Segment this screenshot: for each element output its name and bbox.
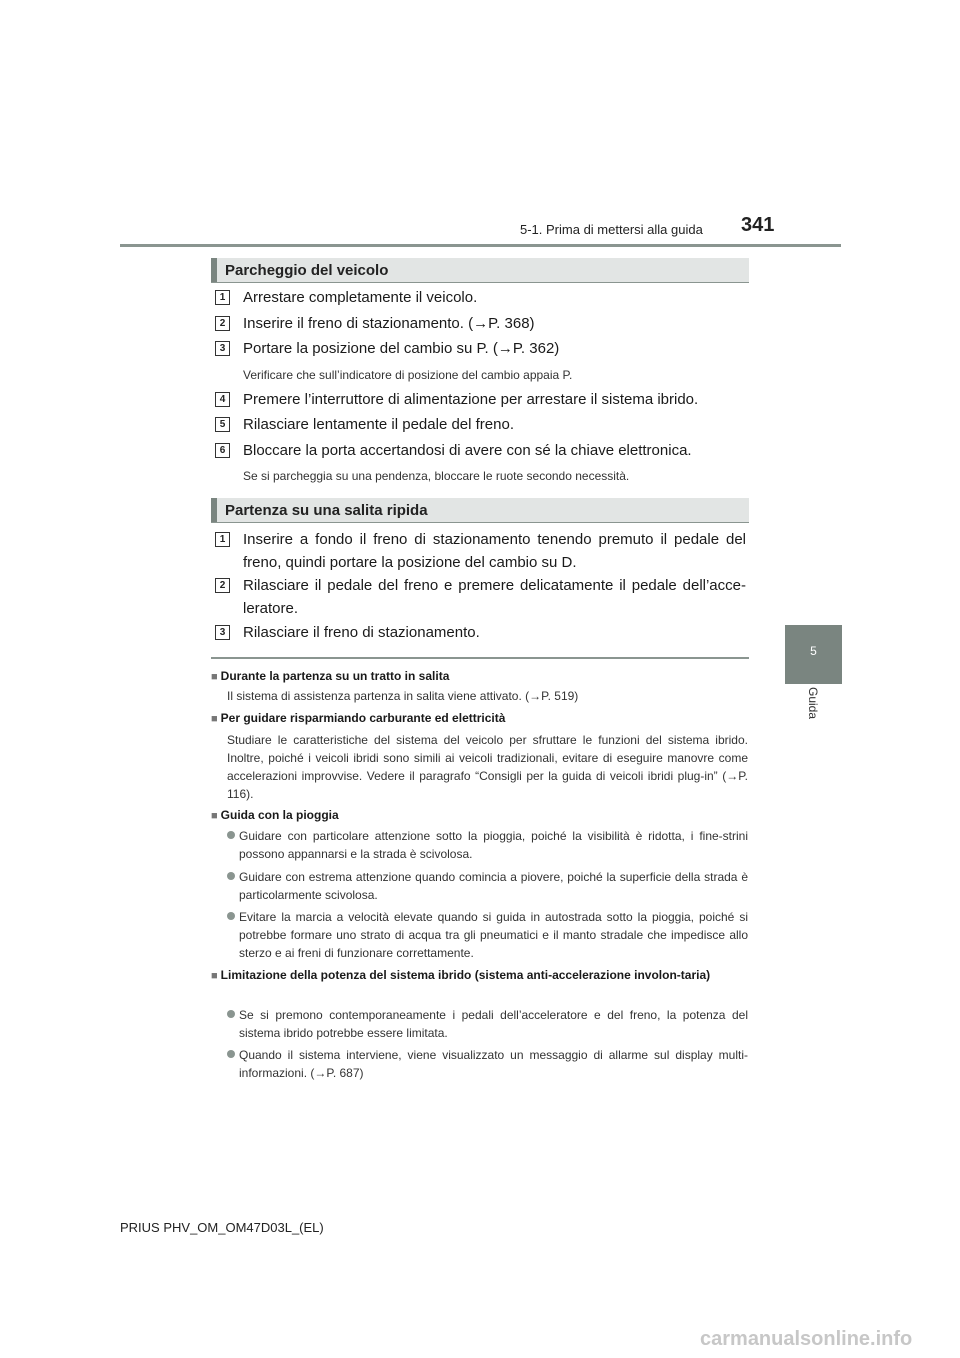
step-text: Inserire a fondo il freno di stazionamento tenendo premuto il pedale del freno, quindi portare la posizione del cambio su D. [243, 531, 746, 571]
step-text: Inserire il freno di stazionamento. (→P. 368) [243, 315, 535, 332]
note-heading: ■ Durante la partenza su un tratto in salita [211, 668, 749, 686]
step-text: Premere l’interruttore di alimentazione per arrestare il sistema ibrido. [243, 391, 699, 408]
bullet-icon [227, 1050, 235, 1058]
step-number: 6 [215, 443, 230, 458]
step-text: Rilasciare il freno di stazionamento. [243, 624, 480, 641]
step-text: Rilasciare il pedale del freno e premere delicatamente il pedale dell’acce-leratore. [243, 577, 746, 617]
running-header-section: 5-1. Prima di mettersi alla guida [520, 222, 703, 237]
bullet-item: Evitare la marcia a velocità elevate quando si guida in autostrada sotto la pioggia, poiché si potrebbe formare uno strato di acqua tra gli pneumatici e il manto stradale che impedisce allo sterzo e ai freni di funzionare correttamente. [227, 908, 748, 962]
note-heading: ■ Per guidare risparmiando carburante ed elettricità [211, 710, 749, 728]
step-number: 5 [215, 417, 230, 432]
bullet-icon [227, 831, 235, 839]
chapter-tab-label: Guida [806, 686, 821, 720]
header-rule [120, 244, 841, 247]
section-title-parking: Parcheggio del veicolo [211, 258, 749, 283]
step-text: Portare la posizione del cambio su P. (→P. 362) [243, 340, 560, 357]
notes-rule [211, 657, 749, 659]
note-heading: ■ Limitazione della potenza del sistema ibrido (sistema anti-accelerazione involon-taria) [211, 967, 749, 985]
site-watermark: carmanualsonline.info [700, 1328, 913, 1350]
step-note: Verificare che sull’indicatore di posizione del cambio appaia P. [243, 368, 573, 382]
step-number: 3 [215, 341, 230, 356]
step-number: 1 [215, 290, 230, 305]
step-number: 1 [215, 532, 230, 547]
note-body: Il sistema di assistenza partenza in salita viene attivato. (→P. 519) [227, 689, 579, 703]
chapter-tab-number: 5 [810, 644, 817, 658]
step-text: Arrestare completamente il veicolo. [243, 289, 478, 306]
note-body: Studiare le caratteristiche del sistema del veicolo per sfruttare le funzioni del sistema ibrido. Inoltre, poiché i veicoli ibridi sono simili ai veicoli tradizionali, evitare di eseguire manovre come accelerazioni improvvise. Vedere il paragrafo “Consigli per la guida di veicoli ibridi plug-in” (→P. 116). [227, 733, 748, 801]
bullet-icon [227, 872, 235, 880]
step-number: 3 [215, 625, 230, 640]
page-number: 341 [741, 214, 775, 236]
step-note: Se si parcheggia su una pendenza, bloccare le ruote secondo necessità. [243, 469, 630, 483]
step-number: 2 [215, 578, 230, 593]
note-heading: ■ Guida con la pioggia [211, 807, 749, 825]
step-text: Rilasciare lentamente il pedale del freno. [243, 416, 514, 433]
bullet-item: Guidare con estrema attenzione quando comincia a piovere, poiché la superficie della strada è particolarmente scivolosa. [227, 868, 748, 904]
section-title-hill-start: Partenza su una salita ripida [211, 498, 749, 523]
bullet-item: Se si premono contemporaneamente i pedali dell’acceleratore e del freno, la potenza del sistema ibrido potrebbe essere limitata. [227, 1006, 748, 1042]
bullet-item: Quando il sistema interviene, viene visualizzato un messaggio di allarme sul display multi-informazioni. (→P. 687) [227, 1046, 748, 1082]
bullet-icon [227, 912, 235, 920]
step-number: 4 [215, 392, 230, 407]
step-number: 2 [215, 316, 230, 331]
bullet-icon [227, 1010, 235, 1018]
bullet-item: Guidare con particolare attenzione sotto la pioggia, poiché la visibilità è ridotta, i fine-strini possono appannarsi e la strada è scivolosa. [227, 827, 748, 863]
step-text: Bloccare la porta accertandosi di avere con sé la chiave elettronica. [243, 442, 692, 459]
document-code: PRIUS PHV_OM_OM47D03L_(EL) [120, 1220, 324, 1235]
